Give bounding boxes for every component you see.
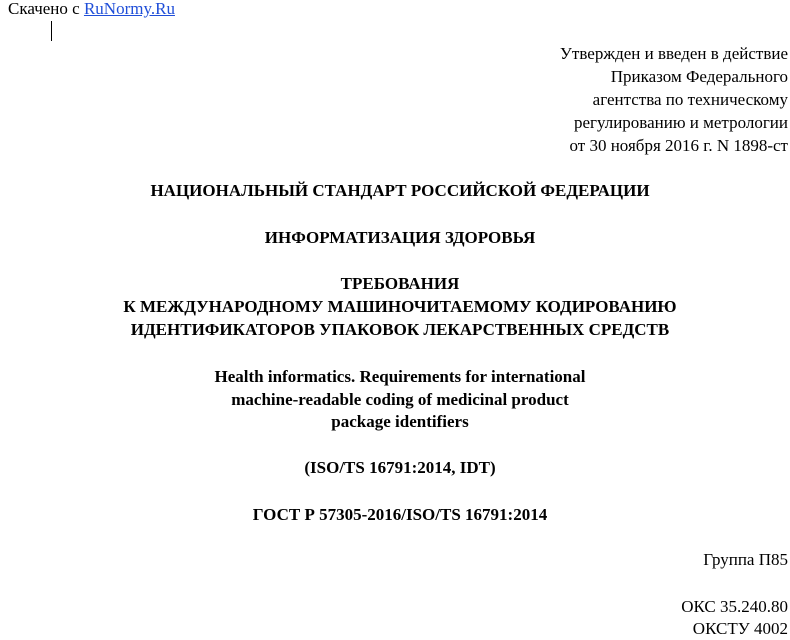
approval-line: Утвержден и введен в действие	[559, 44, 788, 63]
national-standard-title: НАЦИОНАЛЬНЫЙ СТАНДАРТ РОССИЙСКОЙ ФЕДЕРАЦИИ	[150, 181, 650, 200]
requirements-line: ИДЕНТИФИКАТОРОВ УПАКОВОК ЛЕКАРСТВЕННЫХ СРЕДСТВ	[130, 320, 670, 339]
requirements-line: К МЕЖДУНАРОДНОМУ МАШИНОЧИТАЕМОМУ КОДИРОВАНИЮ	[123, 297, 677, 316]
source-prefix: Скачено с	[8, 0, 84, 18]
english-line: package identifiers	[331, 412, 469, 431]
text-cursor	[51, 21, 52, 41]
english-line: Health informatics. Requirements for international	[214, 367, 586, 386]
approval-line: регулированию и метрологии	[573, 113, 788, 132]
group-code: Группа П85	[703, 550, 788, 569]
runormy-link[interactable]: RuNormy.Ru	[83, 0, 175, 18]
okstu-code: ОКСТУ 4002	[692, 619, 788, 638]
approval-line: Приказом Федерального	[610, 67, 788, 86]
approval-line: от 30 ноября 2016 г. N 1898-ст	[569, 136, 788, 155]
english-line: machine-readable coding of medicinal product	[231, 389, 569, 409]
approval-block	[388, 42, 788, 157]
informatization-title: ИНФОРМАТИЗАЦИЯ ЗДОРОВЬЯ	[264, 228, 536, 247]
iso-reference: (ISO/TS 16791:2014, IDT)	[304, 458, 496, 477]
gost-designation: ГОСТ Р 57305-2016/ISO/TS 16791:2014	[252, 505, 548, 524]
approval-line: агентства по техническому	[592, 90, 788, 109]
source-line	[8, 0, 175, 20]
oks-code: ОКС 35.240.80	[681, 597, 788, 616]
english-title	[0, 366, 790, 434]
requirements-line: ТРЕБОВАНИЯ	[340, 274, 460, 293]
requirements-title	[0, 272, 790, 341]
